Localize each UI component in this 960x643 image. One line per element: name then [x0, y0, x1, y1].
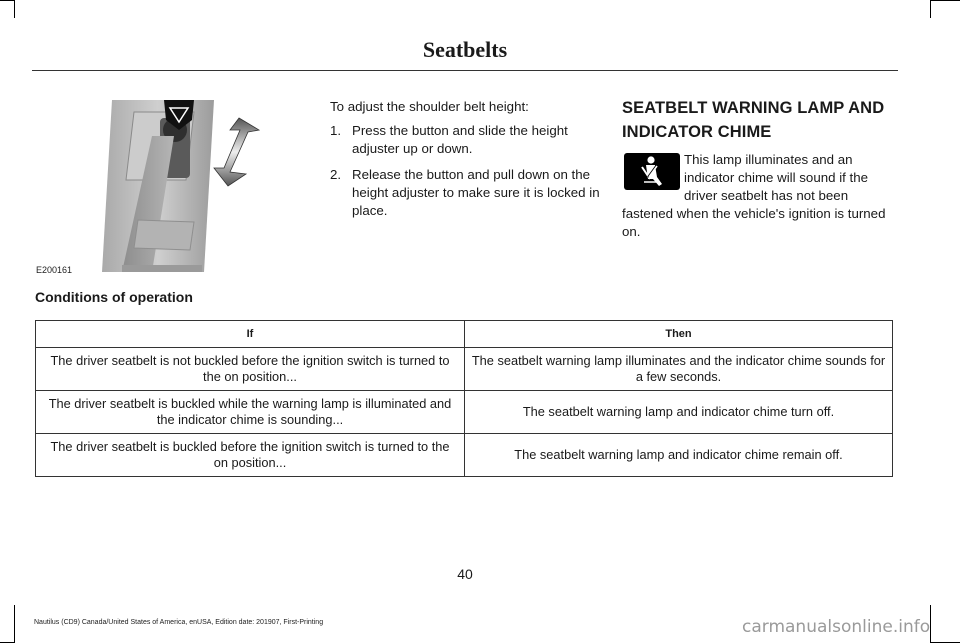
crop-mark: [930, 0, 931, 18]
page-title: Seatbelts: [422, 37, 508, 62]
table-cell: The seatbelt warning lamp and indicator chime turn off.: [465, 391, 893, 434]
adjust-steps: [330, 122, 602, 228]
crop-mark: [930, 605, 931, 643]
crop-mark: [14, 605, 15, 643]
list-item: [330, 122, 602, 158]
warning-lamp-description: [622, 151, 898, 241]
shoulder-belt-adjuster-photo: [34, 100, 284, 272]
watermark: carmanualsonline.info: [742, 617, 931, 637]
table-cell: The seatbelt warning lamp and indicator chime remain off.: [465, 434, 893, 477]
table-row: [36, 434, 893, 477]
table-row: [36, 348, 893, 391]
table-cell: The driver seatbelt is not buckled before the ignition switch is turned to the on position...: [36, 348, 465, 391]
crop-mark: [0, 0, 14, 1]
page-number: 40: [457, 566, 473, 582]
section-heading: SEATBELT WARNING LAMP AND INDICATOR CHIME: [622, 99, 885, 141]
list-item: [330, 166, 602, 220]
step-number: 2.: [330, 167, 342, 182]
step-text: Release the button and pull down on the height adjuster to make sure it is locked in place.: [352, 167, 600, 218]
adjust-intro: To adjust the shoulder belt height:: [330, 99, 529, 114]
crop-mark: [930, 0, 960, 1]
table-cell: The driver seatbelt is buckled before the ignition switch is turned to the on position...: [36, 434, 465, 477]
conditions-heading: Conditions of operation: [35, 289, 193, 305]
step-number: 1.: [330, 123, 342, 138]
figure-code: E200161: [36, 265, 73, 275]
warning-text: This lamp illuminates and an indicator chime will sound if the driver seatbelt has not been fastened when the vehicle's ignition is turned on.: [622, 152, 886, 239]
step-text: Press the button and slide the height adjuster up or down.: [352, 123, 568, 156]
header-divider: [32, 70, 898, 71]
table-header-row: [36, 321, 893, 348]
table-cell: The seatbelt warning lamp illuminates and the indicator chime sounds for a few seconds.: [465, 348, 893, 391]
conditions-table: [35, 320, 893, 477]
edition-info: Nautilus (CD9) Canada/United States of America, enUSA, Edition date: 201907, First-Printing: [34, 619, 324, 626]
icon-spacer: [622, 151, 684, 205]
table-cell: The driver seatbelt is buckled while the warning lamp is illuminated and the indicator chime is sounding...: [36, 391, 465, 434]
column-header-if: If: [36, 321, 465, 348]
table-row: [36, 391, 893, 434]
crop-mark: [14, 0, 15, 18]
column-header-then: Then: [465, 321, 893, 348]
